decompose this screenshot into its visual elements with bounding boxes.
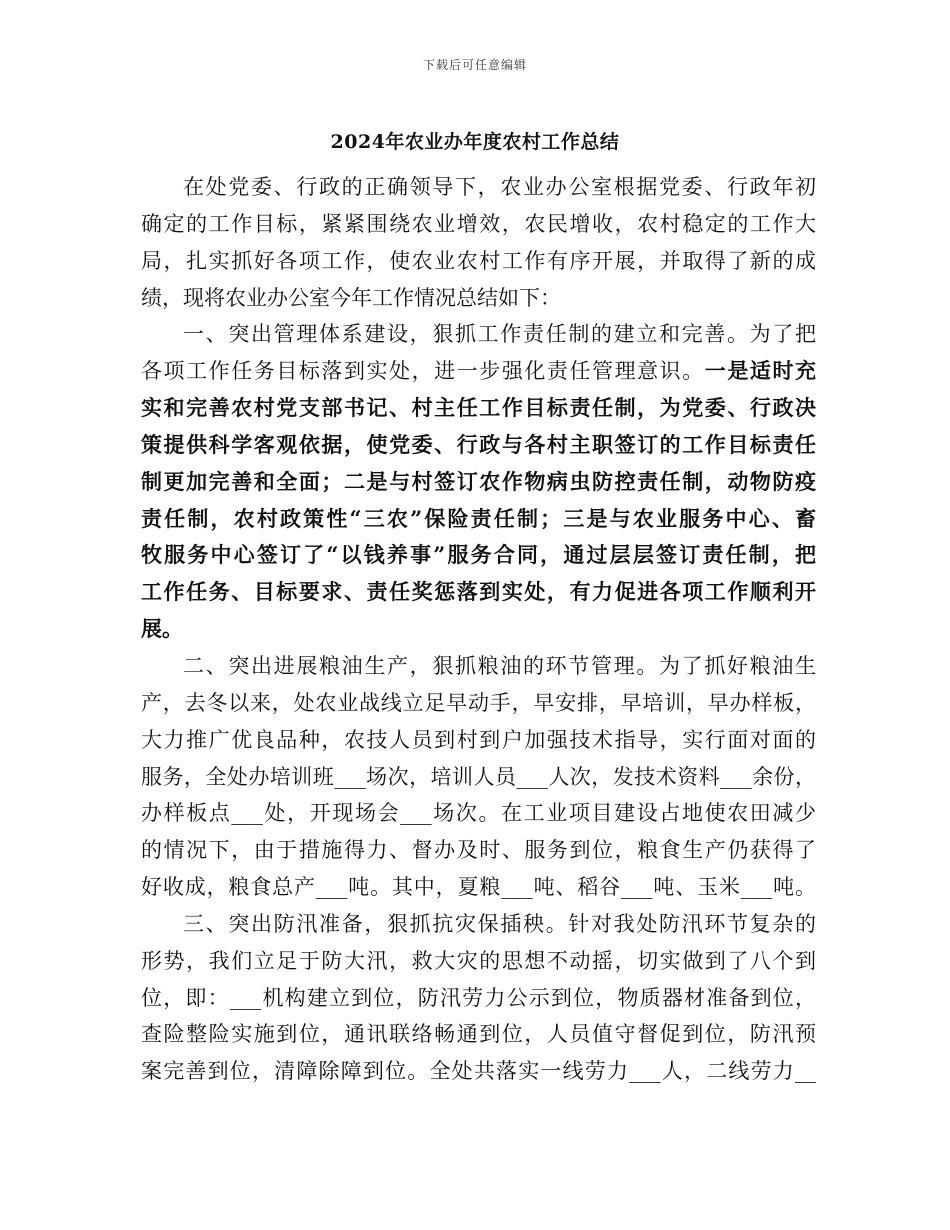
body-line [141,795,816,832]
line-text: 位，即：___机构建立到位，防汛劳力公示到位，物质器材准备到位， [141,985,816,1010]
body-line [141,169,816,206]
body-line [141,943,816,980]
body-line [141,832,816,869]
body-line [141,206,816,243]
body-line [141,280,816,317]
body-line [141,1053,816,1090]
body-line [141,243,816,280]
document-body [141,169,816,1090]
line-text: 产，去冬以来，处农业战线立足早动手，早安排，早培训，早办样板， [141,690,816,715]
body-line [141,759,816,796]
line-text: 大力推广优良品种，农技人员到村到户加强技术指导，实行面对面的 [141,727,816,752]
line-text: 的情况下，由于措施得力、督办及时、服务到位，粮食生产仍获得了 [141,838,816,863]
body-line [141,685,816,722]
line-text: 绩，现将农业办公室今年工作情况总结如下： [141,285,561,310]
line-text: 实和完善农村党支部书记、村主任工作目标责任制，为党委、行政决 [141,395,816,421]
body-line [141,574,816,611]
line-text-bold: 一是适时充 [704,358,816,384]
body-line [141,1016,816,1053]
body-line [141,611,816,648]
line-text: 制更加完善和全面；二是与村签订农作物病虫防控责任制，动物防疫 [141,468,816,494]
line-text: 工作任务、目标要求、责任奖惩落到实处，有力促进各项工作顺利开 [141,579,816,605]
line-text: 好收成，粮食总产___吨。其中，夏粮___吨、稻谷___吨、玉米___吨。 [141,875,816,900]
line-text: 在处党委、行政的正确领导下，农业办公室根据党委、行政年初 [183,175,816,199]
body-line [141,648,816,685]
body-line [141,869,816,906]
line-text: 各项工作任务目标落到实处，进一步强化责任管理意识。 [141,359,705,384]
line-text: 展。 [141,616,183,642]
line-text: 二、突出进展粮油生产，狠抓粮油的环节管理。为了抓好粮油生 [183,653,816,678]
line-text: 策提供科学客观依据，使党委、行政与各村主职签订的工作目标责任 [141,431,816,457]
line-text: 三、突出防汛准备，狠抓抗灾保插秧。针对我处防汛环节复杂的 [183,911,816,936]
line-text: 办样板点___处，开现场会___场次。在工业项目建设占地使农田减少 [141,801,816,826]
line-text: 形势，我们立足于防大汛，救大灾的思想不动摇，切实做到了八个到 [141,948,816,973]
body-line [141,427,816,464]
header-note: 下载后可任意编辑 [422,58,527,72]
body-line [141,464,816,501]
line-text: 局，扎实抓好各项工作，使农业农村工作有序开展，并取得了新的成 [141,248,816,273]
line-text: 案完善到位，清障除障到位。全处共落实一线劳力___人，二线劳力__ [141,1059,816,1084]
body-line [141,980,816,1017]
body-line [141,501,816,538]
document-title: 2024年农业办年度农村工作总结 [330,131,620,153]
body-line [141,722,816,759]
body-line [141,537,816,574]
line-text: 服务，全处办培训班___场次，培训人员___人次，发技术资料___余份， [141,764,816,789]
body-line [141,906,816,943]
line-text: 牧服务中心签订了“以钱养事”服务合同，通过层层签订责任制，把 [141,542,816,568]
line-text: 查险整险实施到位，通讯联络畅通到位，人员值守督促到位，防汛预 [141,1022,816,1047]
line-text: 一、突出管理体系建设，狠抓工作责任制的建立和完善。为了把 [183,322,816,347]
line-text: 责任制，农村政策性“三农”保险责任制；三是与农业服务中心、畜 [141,505,816,531]
line-text: 确定的工作目标，紧紧围绕农业增效，农民增收，农村稳定的工作大 [141,211,816,236]
body-line [141,353,816,390]
body-line [141,390,816,427]
body-line [141,316,816,353]
